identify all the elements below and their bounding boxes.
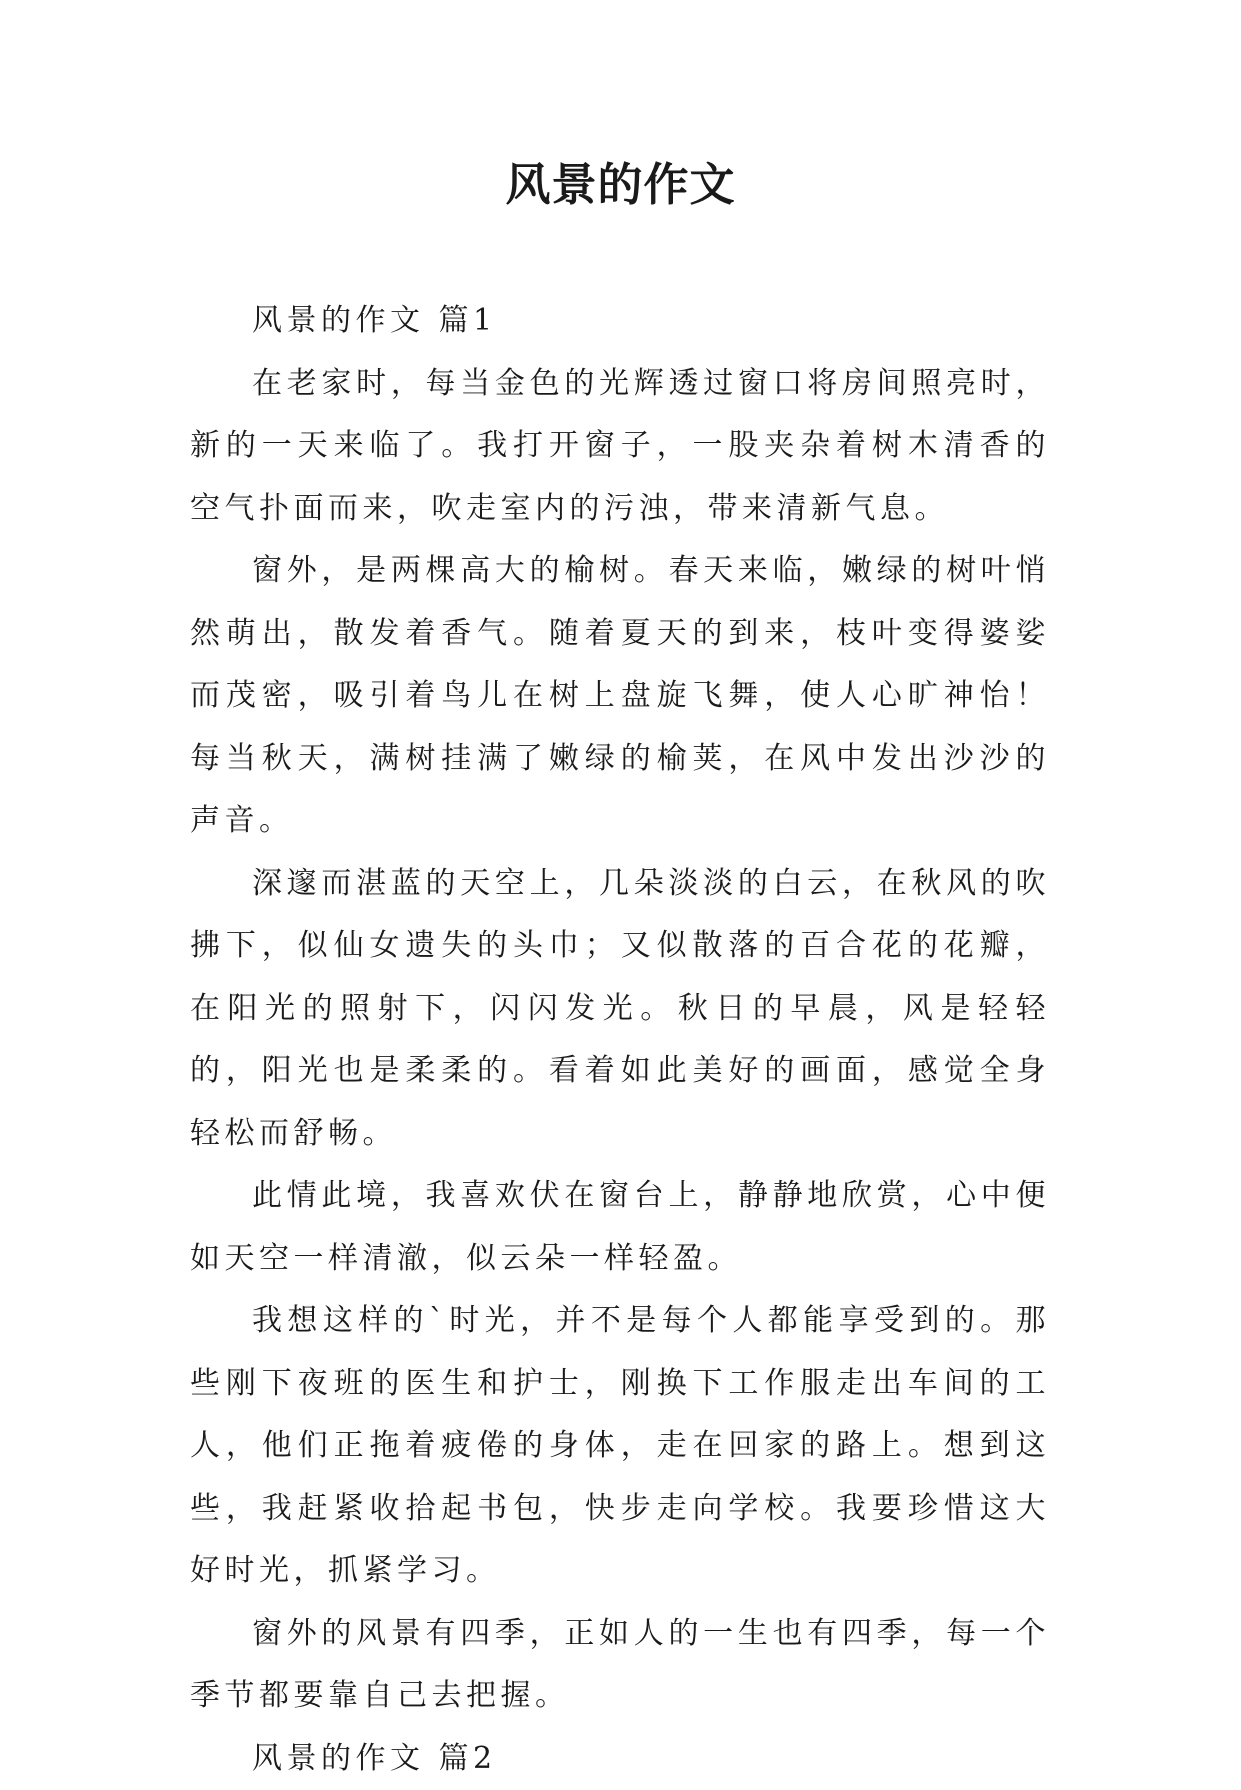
document-title: 风景的作文 bbox=[0, 153, 1241, 217]
section-heading-1: 风景的作文 篇1 bbox=[190, 290, 1050, 353]
paragraph: 我想这样的`时光，并不是每个人都能享受到的。那些刚下夜班的医生和护士，刚换下工作服走出车间的工人，他们正拖着疲倦的身体，走在回家的路上。想到这些，我赶紧收拾起书包，快步走向学校。我要珍惜这大好时光，抓紧学习。 bbox=[190, 1290, 1050, 1603]
paragraph: 窗外的风景有四季，正如人的一生也有四季，每一个季节都要靠自己去把握。 bbox=[190, 1603, 1050, 1728]
document-body bbox=[190, 290, 1050, 1790]
paragraph: 此情此境，我喜欢伏在窗台上，静静地欣赏，心中便如天空一样清澈，似云朵一样轻盈。 bbox=[190, 1165, 1050, 1290]
paragraph: 窗外，是两棵高大的榆树。春天来临，嫩绿的树叶悄然萌出，散发着香气。随着夏天的到来，枝叶变得婆娑而茂密，吸引着鸟儿在树上盘旋飞舞，使人心旷神怡！每当秋天，满树挂满了嫩绿的榆荚，在风中发出沙沙的声音。 bbox=[190, 540, 1050, 853]
paragraph: 在老家时，每当金色的光辉透过窗口将房间照亮时，新的一天来临了。我打开窗子，一股夹杂着树木清香的空气扑面而来，吹走室内的污浊，带来清新气息。 bbox=[190, 353, 1050, 541]
paragraph: 深邃而湛蓝的天空上，几朵淡淡的白云，在秋风的吹拂下，似仙女遗失的头巾；又似散落的百合花的花瓣，在阳光的照射下，闪闪发光。秋日的早晨，风是轻轻的，阳光也是柔柔的。看着如此美好的画面，感觉全身轻松而舒畅。 bbox=[190, 853, 1050, 1166]
section-heading-2: 风景的作文 篇2 bbox=[190, 1728, 1050, 1790]
